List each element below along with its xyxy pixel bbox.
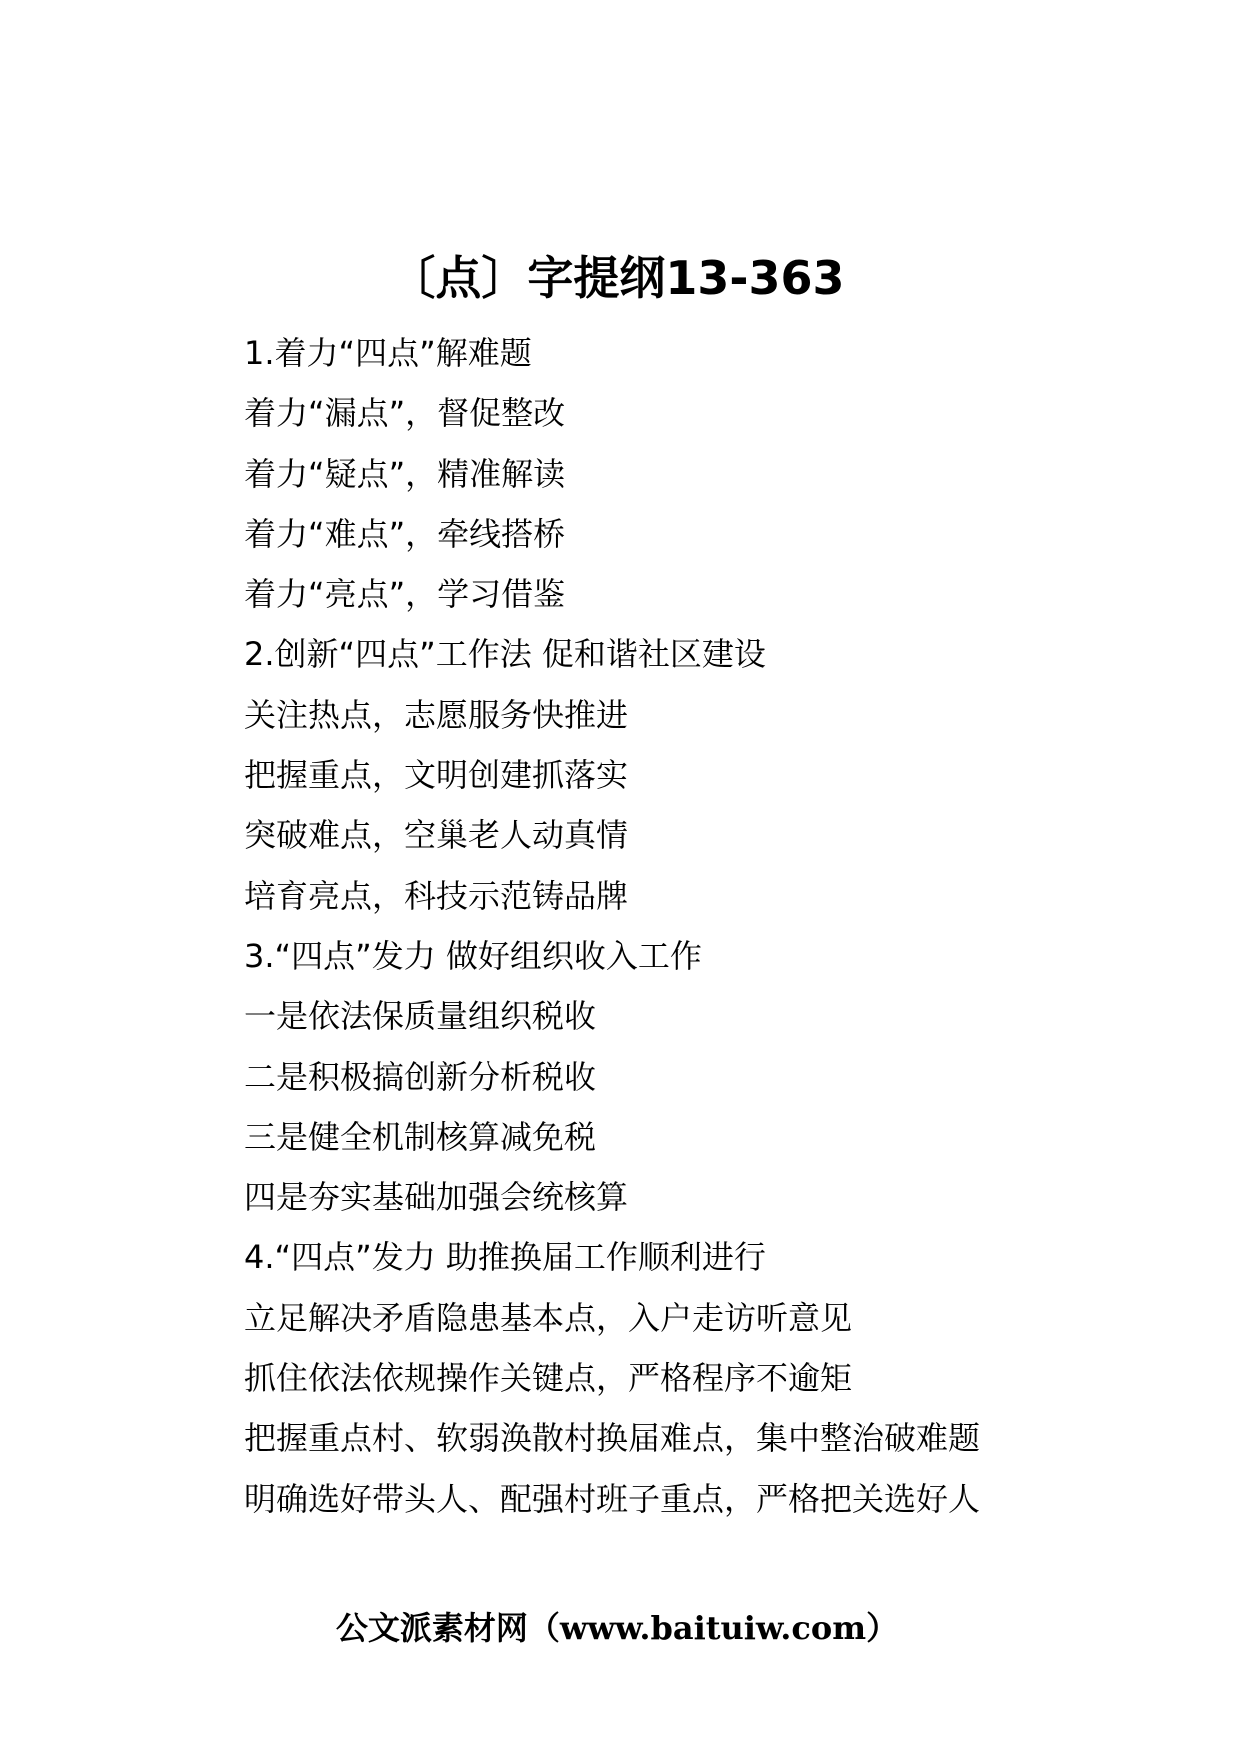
body-line: 三是健全机制核算减免税 <box>244 1117 597 1156</box>
section-heading-2: 2.创新“四点”工作法 促和谐社区建设 <box>244 635 766 674</box>
body-line: 着力“疑点”，精准解读 <box>244 454 566 493</box>
body-line: 抓住依法依规操作关键点，严格程序不逾矩 <box>244 1359 853 1398</box>
document-body <box>244 331 1144 1537</box>
body-line: 关注热点，志愿服务快推进 <box>244 695 629 734</box>
body-line: 着力“亮点”，学习借鉴 <box>244 575 566 614</box>
body-line: 明确选好带头人、配强村班子重点，严格把关选好人 <box>244 1479 981 1518</box>
body-line: 一是依法保质量组织税收 <box>244 997 597 1036</box>
section-heading-1: 1.着力“四点”解难题 <box>244 334 532 372</box>
body-line: 把握重点村、软弱涣散村换届难点，集中整治破难题 <box>244 1419 981 1458</box>
body-line: 立足解决矛盾隐患基本点，入户走访听意见 <box>244 1298 853 1337</box>
document-title: 〔点〕字提纲13-363 <box>389 251 845 305</box>
body-line: 把握重点，文明创建抓落实 <box>244 756 629 795</box>
section-heading-3: 3.“四点”发力 做好组织收入工作 <box>244 936 702 975</box>
footer-source: 公文派素材网（www.baituiw.com） <box>335 1609 899 1647</box>
body-line: 着力“漏点”，督促整改 <box>244 394 566 433</box>
body-line: 突破难点，空巢老人动真情 <box>244 816 629 855</box>
body-line: 四是夯实基础加强会统核算 <box>244 1178 629 1217</box>
section-heading-4: 4.“四点”发力 助推换届工作顺利进行 <box>244 1238 766 1277</box>
body-line: 着力“难点”，牵线搭桥 <box>244 514 566 553</box>
body-line: 培育亮点，科技示范铸品牌 <box>244 876 629 915</box>
body-line: 二是积极搞创新分析税收 <box>244 1057 597 1096</box>
